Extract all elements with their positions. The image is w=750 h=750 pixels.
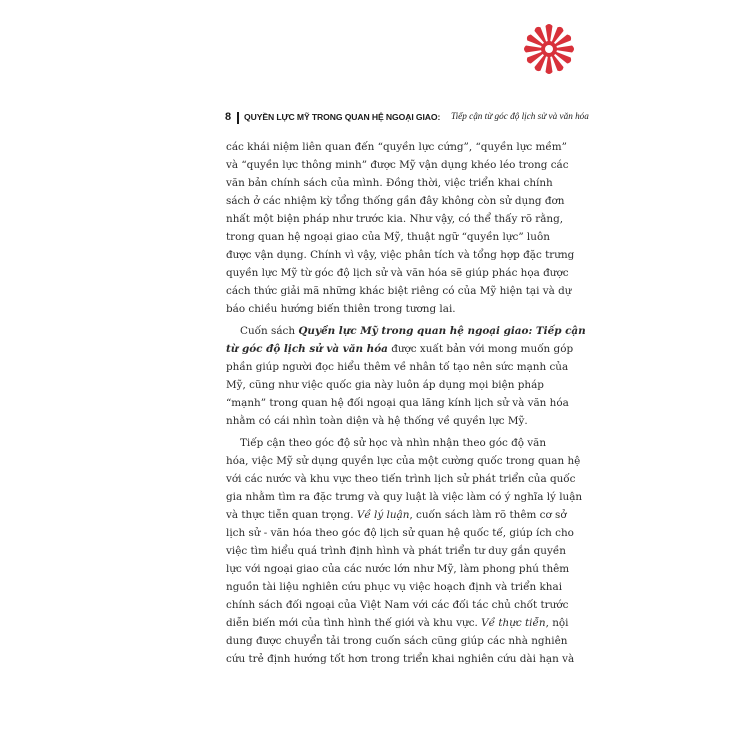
text-run: với các nước và khu vực theo tiến trình lịch sử phát triển của quốc bbox=[226, 473, 576, 485]
book-title: QUYỀN LỰC MỸ TRONG QUAN HỆ NGOẠI GIAO: bbox=[244, 112, 441, 122]
text-run: được vận dụng. Chính vì vậy, việc phân tích và tổng hợp đặc trưng bbox=[226, 249, 575, 261]
text-run: và thực tiễn quan trọng. bbox=[226, 509, 357, 521]
text-run: dung được chuyển tải trong cuốn sách cũng giúp các nhà nghiên bbox=[226, 635, 568, 647]
text-line bbox=[226, 506, 567, 524]
text-run: , nội bbox=[545, 617, 569, 629]
text-line bbox=[226, 156, 569, 174]
text-line bbox=[226, 246, 575, 264]
text-line bbox=[226, 434, 547, 452]
text-run: hóa, việc Mỹ sử dụng quyền lực của một cường quốc trong quan hệ bbox=[226, 455, 581, 467]
text-line bbox=[226, 488, 583, 506]
text-run: trong quan hệ ngoại giao của Mỹ, thuật ngữ “quyền lực” luôn bbox=[226, 231, 550, 243]
text-run: diễn biến mới của tình hình thế giới và khu vực. bbox=[226, 617, 482, 629]
text-line bbox=[226, 210, 564, 228]
text-line bbox=[226, 228, 550, 246]
text-run: các khái niệm liên quan đến “quyền lực cứng”, “quyền lực mềm” bbox=[226, 141, 567, 153]
text-line bbox=[226, 340, 574, 358]
text-line bbox=[226, 650, 575, 668]
text-line bbox=[226, 300, 528, 318]
text-line bbox=[226, 412, 528, 430]
text-run: Về thực tiễn bbox=[481, 617, 546, 629]
text-run: cách thức giải mã những khác biệt riêng có của Mỹ hiện tại và dự bbox=[226, 285, 572, 297]
text-line bbox=[226, 174, 553, 192]
text-run: lịch sử - văn hóa theo góc độ lịch sử quan hệ quốc tế, giúp ích cho bbox=[226, 527, 574, 539]
text-line bbox=[226, 138, 567, 156]
text-line bbox=[226, 192, 565, 210]
text-run: , cuốn sách làm rõ thêm cơ sở bbox=[409, 509, 567, 521]
text-run: Mỹ, cũng như việc quốc gia này luôn áp dụng mọi biện pháp bbox=[226, 379, 544, 391]
text-line bbox=[226, 452, 581, 470]
page-number: 8 bbox=[225, 111, 232, 123]
text-run: nhất một biện pháp như trước kia. Như vậy, có thể thấy rõ rằng, bbox=[226, 213, 564, 225]
running-header bbox=[225, 111, 589, 129]
text-run: được xuất bản với mong muốn góp bbox=[387, 343, 574, 355]
text-run: chính sách đối ngoại của Việt Nam với các đối tác chủ chốt trước bbox=[226, 599, 569, 611]
body-text bbox=[226, 138, 586, 668]
text-line bbox=[226, 524, 574, 542]
text-run: gia nhằm tìm ra đặc trưng và quy luật là việc làm có ý nghĩa lý luận bbox=[226, 491, 583, 503]
text-run: và “quyền lực thông minh” được Mỹ vận dụng khéo léo trong các bbox=[226, 159, 569, 171]
publisher-logo-icon bbox=[522, 22, 576, 76]
text-run: Tiếp cận theo góc độ sử học và nhìn nhận theo góc độ văn bbox=[240, 437, 547, 449]
text-run: cứu trẻ định hướng tốt hơn trong triển khai nghiên cứu dài hạn và bbox=[226, 653, 575, 665]
text-run: Quyền lực Mỹ trong quan hệ ngoại giao: Tiếp cận bbox=[298, 325, 586, 337]
text-run: Về lý luận bbox=[356, 509, 410, 521]
text-line bbox=[226, 394, 569, 412]
text-line bbox=[226, 322, 586, 340]
text-line bbox=[226, 282, 572, 300]
header-separator bbox=[237, 112, 239, 124]
text-line bbox=[226, 542, 566, 560]
text-run: báo chiều hướng biến thiên trong tương lai. bbox=[226, 303, 456, 315]
text-run: lực với ngoại giao của các nước lớn như Mỹ, làm phong phú thêm bbox=[226, 563, 570, 575]
text-line bbox=[226, 264, 569, 282]
text-run: từ góc độ lịch sử và văn hóa bbox=[226, 343, 388, 355]
book-subtitle: Tiếp cận từ góc độ lịch sử và văn hóa bbox=[451, 111, 589, 121]
text-line bbox=[226, 376, 544, 394]
text-run: Cuốn sách bbox=[240, 325, 299, 337]
text-run: nhằm có cái nhìn toàn diện và hệ thống về quyền lực Mỹ. bbox=[226, 415, 528, 427]
text-line bbox=[226, 358, 569, 376]
text-line bbox=[226, 578, 563, 596]
text-run: nguồn tài liệu nghiên cứu phục vụ việc hoạch định và triển khai bbox=[226, 581, 563, 593]
text-run: sách ở các nhiệm kỳ tổng thống gần đây không còn sử dụng đơn bbox=[226, 195, 565, 207]
text-line bbox=[226, 632, 568, 650]
text-run: phần giúp người đọc hiểu thêm về nhân tố tạo nên sức mạnh của bbox=[226, 361, 569, 373]
text-line bbox=[226, 560, 570, 578]
text-run: quyền lực Mỹ từ góc độ lịch sử và văn hóa sẽ giúp phác họa được bbox=[226, 267, 569, 279]
text-line bbox=[226, 470, 576, 488]
text-line bbox=[226, 614, 569, 632]
text-line bbox=[226, 596, 569, 614]
text-run: văn bản chính sách của mình. Đồng thời, việc triển khai chính bbox=[226, 177, 553, 189]
text-run: “mạnh” trong quan hệ đối ngoại qua lăng kính lịch sử và văn hóa bbox=[226, 397, 569, 409]
text-run: việc tìm hiểu quá trình định hình và phát triển tư duy gắn quyền bbox=[226, 545, 566, 557]
